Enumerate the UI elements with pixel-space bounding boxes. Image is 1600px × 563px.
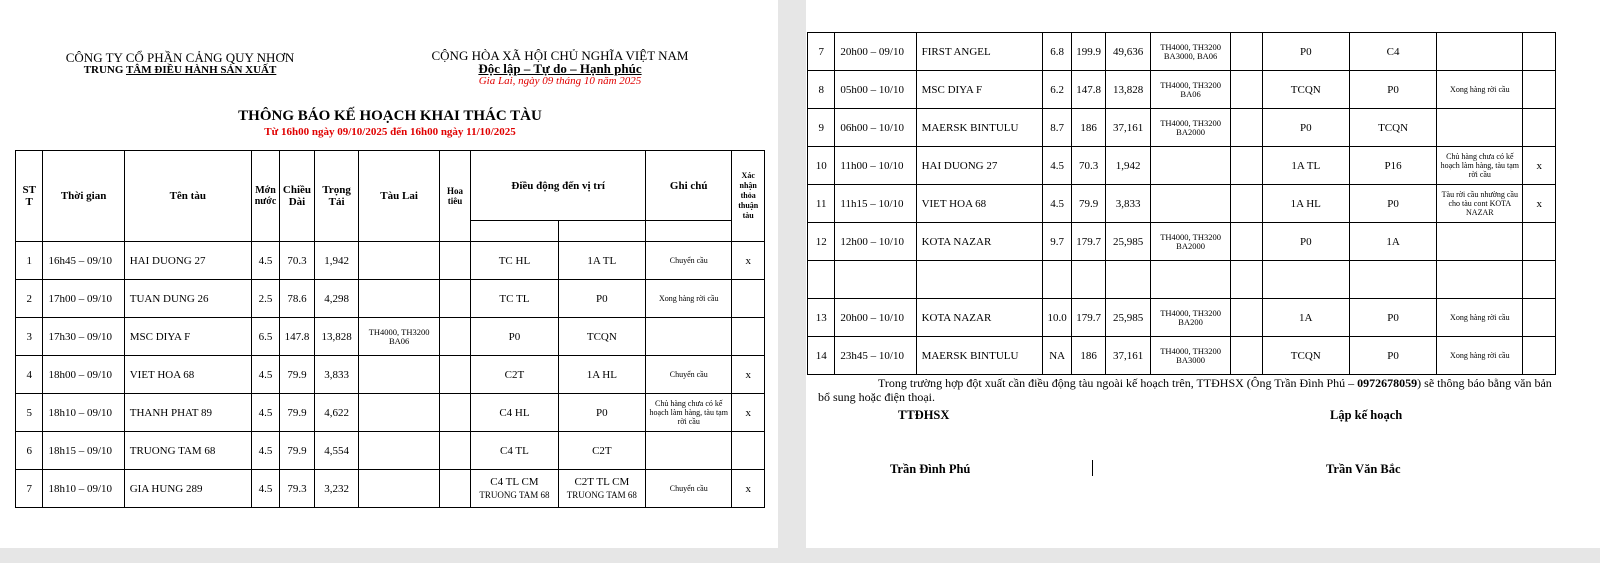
plan-table-page-2	[807, 32, 1556, 375]
signature-divider	[1092, 460, 1093, 476]
col-header-confirm: Xác nhận thỏa thuận tàu	[732, 151, 765, 242]
col-header-length: Chiều Dài	[280, 151, 315, 242]
col-header-tug: Tàu Lai	[359, 151, 439, 242]
document-page-2	[806, 0, 1600, 548]
table-row: 6 18h15 – 09/10 TRUONG TAM 68 4.5 79.9 4,554 C4 TL C2T	[16, 432, 765, 470]
table-row: 2 17h00 – 09/10 TUAN DUNG 26 2.5 78.6 4,298 TC TL P0 Xong hàng rời cầu	[16, 280, 765, 318]
table-row: 3 17h30 – 09/10 MSC DIYA F 6.5 147.8 13,828 TH4000, TH3200 BA06 P0 TCQN	[16, 318, 765, 356]
col-header-ship: Tên tàu	[124, 151, 251, 242]
col-header-draft: Mớn nước	[251, 151, 279, 242]
col-header-pilot: Hoa tiêu	[439, 151, 471, 242]
table-row: 9 06h00 – 10/10 MAERSK BINTULU 8.7 186 37,161 TH4000, TH3200 BA2000 P0 TCQN	[808, 109, 1556, 147]
place-date: Gia Lai, ngày 09 tháng 10 năm 2025	[478, 75, 642, 87]
department-name: TRUNG TÂM ĐIỀU HÀNH SẢN XUẤT	[83, 64, 277, 76]
document-title: THÔNG BÁO KẾ HOẠCH KHAI THÁC TÀU	[238, 108, 542, 124]
table-row: 7 20h00 – 09/10 FIRST ANGEL 6.8 199.9 49,636 TH4000, TH3200 BA3000, BA06 P0 C4	[808, 33, 1556, 71]
col-header-stt: ST T	[16, 151, 43, 242]
company-name: CÔNG TY CỔ PHẦN CẢNG QUY NHƠN	[65, 50, 295, 65]
nation-name: CỘNG HÒA XÃ HỘI CHỦ NGHĨA VIỆT NAM	[431, 48, 689, 63]
table-row: 10 11h00 – 10/10 HAI DUONG 27 4.5 70.3 1,942 1A TL P16 Chủ hàng chưa có kế hoạch làm hàng, tàu tạm rời cầu x	[808, 147, 1556, 185]
table-row: 7 18h10 – 09/10 GIA HUNG 289 4.5 79.3 3,232 C4 TL CM TRUONG TAM 68 C2T TL CM TRUONG TAM 68 Chuyển cầu x	[16, 470, 765, 508]
col-header-note: Ghi chú	[646, 151, 732, 221]
col-header-time: Thời gian	[43, 151, 124, 242]
table-row: 1 16h45 – 09/10 HAI DUONG 27 4.5 70.3 1,942 TC HL 1A TL Chuyển cầu x	[16, 242, 765, 280]
sign-right-name: Trần Văn Bắc	[1326, 462, 1401, 476]
table-row-empty	[808, 261, 1556, 299]
company-header	[60, 51, 300, 77]
sign-left-title: TTĐHSX	[898, 408, 950, 422]
table-row: 8 05h00 – 10/10 MSC DIYA F 6.2 147.8 13,828 TH4000, TH3200 BA06 TCQN P0 Xong hàng rời cầu	[808, 71, 1556, 109]
national-header	[420, 49, 700, 88]
table-row: 13 20h00 – 10/10 KOTA NAZAR 10.0 179.7 25,985 TH4000, TH3200 BA200 1A P0 Xong hàng rời cầu	[808, 299, 1556, 337]
col-header-tonnage: Trọng Tải	[314, 151, 359, 242]
motto: Độc lập – Tự do – Hạnh phúc	[478, 61, 642, 76]
document-page-1	[0, 0, 778, 548]
table-row: 4 18h00 – 09/10 VIET HOA 68 4.5 79.9 3,833 C2T 1A HL Chuyển cầu x	[16, 356, 765, 394]
col-header-move: Điều động đến vị trí	[471, 151, 646, 221]
document-subtitle: Từ 16h00 ngày 09/10/2025 đến 16h00 ngày 11/10/2025	[264, 126, 516, 138]
table-row: 5 18h10 – 09/10 THANH PHAT 89 4.5 79.9 4,622 C4 HL P0 Chủ hàng chưa có kế hoạch làm hàng, tàu tạm rời cầu x	[16, 394, 765, 432]
footnote: Trong trường hợp đột xuất cần điều động tàu ngoài kế hoạch trên, TTĐHSX (Ông Trần Đình Phú – 0972678059) sẽ thông báo bằng văn bản bổ sung hoặc điện thoại.	[818, 376, 1552, 404]
table-row: 14 23h45 – 10/10 MAERSK BINTULU NA 186 37,161 TH4000, TH3200 BA3000 TCQN P0 Xong hàng rời cầu	[808, 337, 1556, 375]
move-to-subheader	[558, 221, 645, 242]
table-header-row	[16, 151, 765, 221]
sign-left-name: Trần Đình Phú	[890, 462, 971, 476]
plan-table-page-1	[15, 150, 765, 508]
note-subheader	[646, 221, 732, 242]
table-row: 12 12h00 – 10/10 KOTA NAZAR 9.7 179.7 25,985 TH4000, TH3200 BA2000 P0 1A	[808, 223, 1556, 261]
move-from-subheader	[471, 221, 558, 242]
table-row: 11 11h15 – 10/10 VIET HOA 68 4.5 79.9 3,833 1A HL P0 Tàu rời cầu nhường cầu cho tàu cont KOTA NAZAR x	[808, 185, 1556, 223]
sign-right-title: Lập kế hoạch	[1330, 408, 1403, 422]
